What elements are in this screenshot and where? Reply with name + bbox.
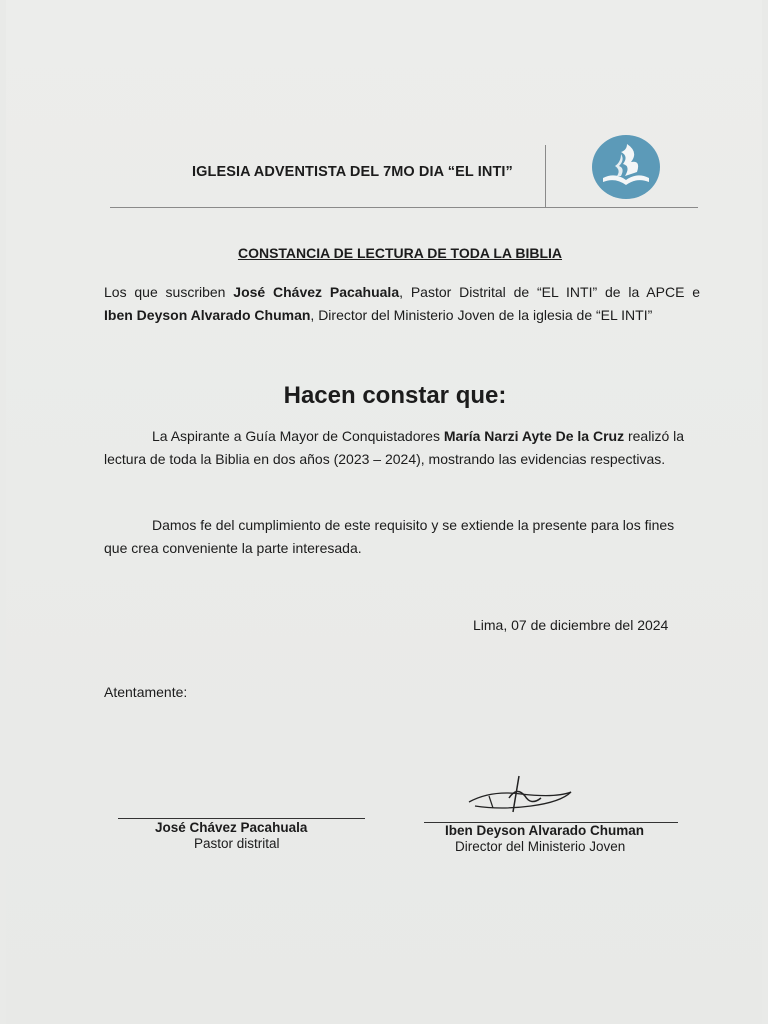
header-vertical-divider: [545, 145, 546, 207]
signatory-1-role: Pastor distrital: [194, 836, 280, 851]
signatory-2-role: Director del Ministerio Joven: [455, 839, 626, 854]
document-title: CONSTANCIA DE LECTURA DE TODA LA BIBLIA: [237, 245, 563, 261]
signatory-1-name: José Chávez Pacahuala: [155, 820, 308, 835]
handwritten-signature-icon: [461, 772, 581, 822]
signatory-name-1: José Chávez Pacahuala: [233, 284, 400, 300]
document-page: [6, 0, 762, 1024]
intro-paragraph-line1: [104, 281, 700, 304]
closing-text: Atentamente:: [104, 684, 188, 700]
adventist-flame-bible-logo-icon: [591, 134, 661, 200]
intro-mid2: , Director del Ministerio Joven de la iglesia de “EL INTI”: [310, 307, 653, 323]
signature-line-1: [118, 818, 365, 819]
church-name-header: IGLESIA ADVENTISTA DEL 7MO DIA “EL INTI”: [192, 164, 513, 180]
intro-mid1: , Pastor Distrital de “EL INTI” de la APCE e: [399, 284, 700, 300]
aspirant-name: María Narzi Ayte De la Cruz: [443, 428, 625, 444]
intro-paragraph-line2: [104, 304, 700, 327]
document-date: Lima, 07 de diciembre del 2024: [473, 617, 669, 633]
body-paragraph-2: [104, 514, 700, 560]
body1-pre: La Aspirante a Guía Mayor de Conquistadores: [152, 428, 444, 444]
signatory-2-name: Iben Deyson Alvarado Chuman: [445, 823, 645, 838]
header-divider: [110, 207, 698, 208]
main-heading: Hacen constar que:: [283, 382, 507, 409]
body2-text: Damos fe del cumplimiento de este requisito y se extiende la presente para los fines que crea conveniente la parte interesada.: [104, 517, 675, 556]
body1-post: realizó la lectura de toda la Biblia en dos años (2023 – 2024), mostrando las evidencias respectivas.: [104, 428, 685, 467]
intro-pre: Los que suscriben: [104, 284, 234, 300]
signatory-name-2: Iben Deyson Alvarado Chuman: [104, 307, 311, 323]
body-paragraph-1: [104, 425, 700, 471]
